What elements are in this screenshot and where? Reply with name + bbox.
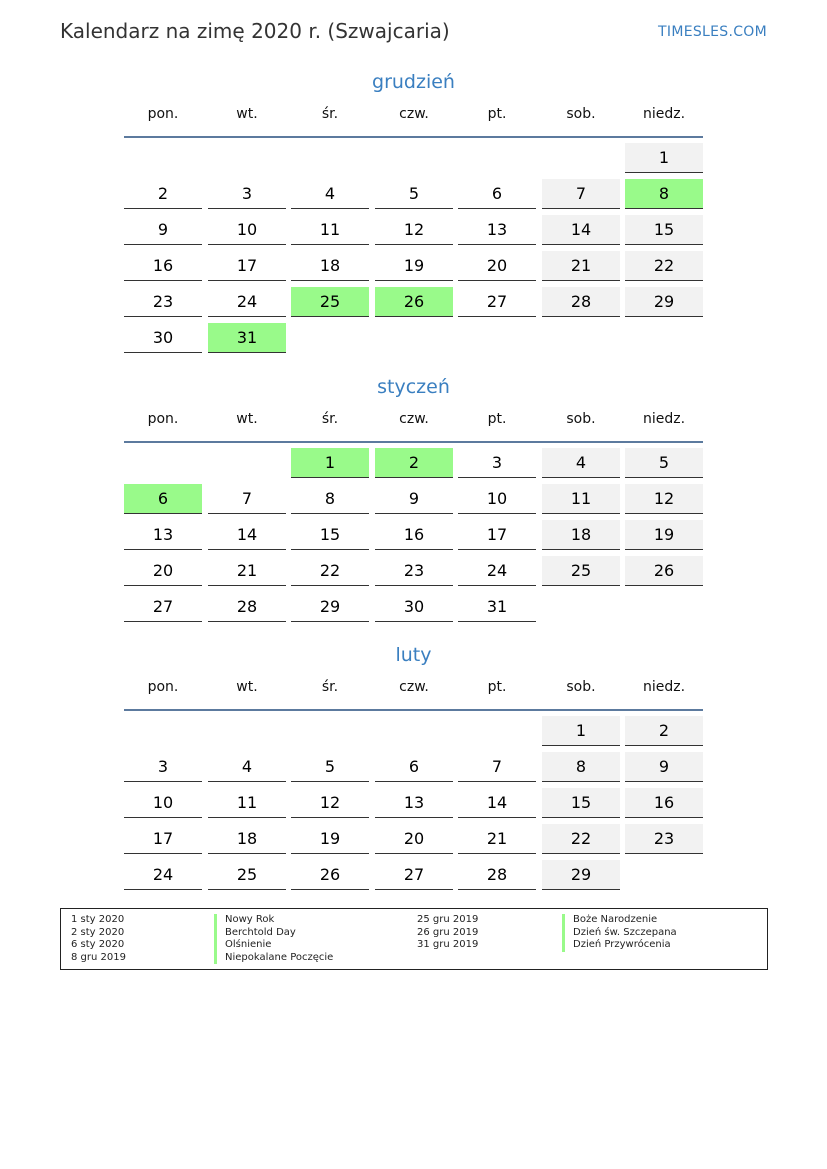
day-cell: 27 <box>458 287 536 317</box>
legend-holiday-name: Nowy Rok <box>214 914 274 927</box>
weekday-label: czw. <box>399 411 429 427</box>
holiday-day-cell: 31 <box>208 323 286 353</box>
weekday-label: pt. <box>487 679 507 695</box>
month-name: styczeń <box>377 376 450 398</box>
day-cell: 18 <box>208 824 286 854</box>
weekday-label: czw. <box>399 106 429 122</box>
day-cell: 14 <box>208 520 286 550</box>
weekday-label: niedz. <box>642 411 686 427</box>
day-cell: 12 <box>375 215 453 245</box>
day-cell: 7 <box>208 484 286 514</box>
day-cell: 2 <box>625 716 703 746</box>
day-cell: 23 <box>124 287 202 317</box>
day-cell: 5 <box>625 448 703 478</box>
legend-holiday-name: Boże Narodzenie <box>562 914 657 927</box>
day-cell: 28 <box>542 287 620 317</box>
day-cell: 20 <box>458 251 536 281</box>
weekday-label: pon. <box>147 679 179 695</box>
day-cell: 1 <box>625 143 703 173</box>
legend-holiday-name: Olśnienie <box>214 939 271 952</box>
legend-date: 26 gru 2019 <box>417 926 479 938</box>
weekday-header <box>124 102 703 138</box>
day-cell: 31 <box>458 592 536 622</box>
day-cell: 29 <box>542 860 620 890</box>
day-cell: 16 <box>375 520 453 550</box>
day-cell: 13 <box>458 215 536 245</box>
day-cell: 3 <box>208 179 286 209</box>
day-cell: 6 <box>458 179 536 209</box>
day-cell: 21 <box>458 824 536 854</box>
day-cell: 8 <box>291 484 369 514</box>
month-calendar <box>124 375 703 628</box>
day-cell: 20 <box>124 556 202 586</box>
day-grid <box>124 448 703 628</box>
day-cell: 13 <box>124 520 202 550</box>
weekday-label: niedz. <box>642 106 686 122</box>
day-cell: 24 <box>458 556 536 586</box>
day-cell: 25 <box>542 556 620 586</box>
day-cell: 29 <box>625 287 703 317</box>
weekday-label: sob. <box>566 679 596 695</box>
weekday-label: pon. <box>147 106 179 122</box>
day-cell: 28 <box>458 860 536 890</box>
weekday-header <box>124 675 703 711</box>
month-name: grudzień <box>372 71 455 93</box>
legend-date: 1 sty 2020 <box>71 914 125 925</box>
weekday-label: śr. <box>321 411 339 427</box>
day-cell: 24 <box>208 287 286 317</box>
legend-date: 6 sty 2020 <box>71 939 125 951</box>
day-cell: 3 <box>124 752 202 782</box>
day-cell: 28 <box>208 592 286 622</box>
legend-holiday-name: Dzień św. Szczepana <box>562 927 677 940</box>
day-cell: 6 <box>375 752 453 782</box>
month-calendar <box>124 70 703 359</box>
legend-holiday-name: Dzień Przywrócenia <box>562 939 671 952</box>
day-cell: 5 <box>375 179 453 209</box>
day-cell: 15 <box>625 215 703 245</box>
day-cell: 11 <box>208 788 286 818</box>
holiday-day-cell: 26 <box>375 287 453 317</box>
day-cell: 7 <box>542 179 620 209</box>
day-cell: 29 <box>291 592 369 622</box>
day-cell: 27 <box>375 860 453 890</box>
weekday-label: śr. <box>321 106 339 122</box>
day-cell: 10 <box>458 484 536 514</box>
day-grid <box>124 716 703 896</box>
weekday-label: sob. <box>566 106 596 122</box>
legend-date: 8 gru 2019 <box>71 951 126 963</box>
day-cell: 22 <box>625 251 703 281</box>
month-calendar <box>124 643 703 896</box>
day-cell: 13 <box>375 788 453 818</box>
weekday-label: wt. <box>236 679 258 695</box>
weekday-label: pt. <box>487 106 507 122</box>
weekday-label: sob. <box>566 411 596 427</box>
day-cell: 23 <box>625 824 703 854</box>
day-cell: 26 <box>625 556 703 586</box>
day-cell: 18 <box>291 251 369 281</box>
day-cell: 9 <box>124 215 202 245</box>
day-cell: 16 <box>124 251 202 281</box>
day-cell: 17 <box>208 251 286 281</box>
day-cell: 26 <box>291 860 369 890</box>
day-cell: 21 <box>208 556 286 586</box>
day-cell: 3 <box>458 448 536 478</box>
legend-holiday-name: Niepokalane Poczęcie <box>214 952 333 965</box>
day-cell: 30 <box>124 323 202 353</box>
day-cell: 23 <box>375 556 453 586</box>
day-cell: 10 <box>124 788 202 818</box>
weekday-label: pt. <box>487 411 507 427</box>
weekday-label: czw. <box>399 679 429 695</box>
holiday-day-cell: 8 <box>625 179 703 209</box>
day-cell: 9 <box>625 752 703 782</box>
weekday-label: pon. <box>147 411 179 427</box>
day-cell: 7 <box>458 752 536 782</box>
day-cell: 15 <box>542 788 620 818</box>
holiday-day-cell: 25 <box>291 287 369 317</box>
holiday-day-cell: 6 <box>124 484 202 514</box>
day-cell: 12 <box>625 484 703 514</box>
day-cell: 18 <box>542 520 620 550</box>
day-cell: 17 <box>458 520 536 550</box>
day-cell: 14 <box>458 788 536 818</box>
day-cell: 11 <box>291 215 369 245</box>
holiday-day-cell: 1 <box>291 448 369 478</box>
day-cell: 4 <box>208 752 286 782</box>
day-cell: 10 <box>208 215 286 245</box>
day-cell: 19 <box>375 251 453 281</box>
legend-date: 25 gru 2019 <box>417 914 479 925</box>
day-cell: 17 <box>124 824 202 854</box>
weekday-label: wt. <box>236 106 258 122</box>
day-cell: 8 <box>542 752 620 782</box>
month-name: luty <box>395 644 432 666</box>
day-cell: 19 <box>625 520 703 550</box>
holiday-day-cell: 2 <box>375 448 453 478</box>
day-cell: 22 <box>291 556 369 586</box>
day-cell: 22 <box>542 824 620 854</box>
legend-holiday-name: Berchtold Day <box>214 927 296 940</box>
legend-date: 31 gru 2019 <box>417 939 479 951</box>
day-cell: 15 <box>291 520 369 550</box>
day-grid <box>124 143 703 359</box>
day-cell: 16 <box>625 788 703 818</box>
weekday-label: śr. <box>321 679 339 695</box>
brand-logo-text[interactable]: TIMESLES.COM <box>658 24 767 40</box>
legend-date: 2 sty 2020 <box>71 926 125 938</box>
day-cell: 2 <box>124 179 202 209</box>
day-cell: 21 <box>542 251 620 281</box>
day-cell: 5 <box>291 752 369 782</box>
page-title: Kalendarz na zimę 2020 r. (Szwajcaria) <box>60 19 450 43</box>
day-cell: 4 <box>291 179 369 209</box>
weekday-label: wt. <box>236 411 258 427</box>
day-cell: 30 <box>375 592 453 622</box>
day-cell: 24 <box>124 860 202 890</box>
day-cell: 1 <box>542 716 620 746</box>
weekday-header <box>124 407 703 443</box>
day-cell: 4 <box>542 448 620 478</box>
day-cell: 25 <box>208 860 286 890</box>
day-cell: 14 <box>542 215 620 245</box>
weekday-label: niedz. <box>642 679 686 695</box>
day-cell: 19 <box>291 824 369 854</box>
day-cell: 27 <box>124 592 202 622</box>
day-cell: 9 <box>375 484 453 514</box>
day-cell: 20 <box>375 824 453 854</box>
day-cell: 11 <box>542 484 620 514</box>
day-cell: 12 <box>291 788 369 818</box>
holiday-legend <box>60 908 768 970</box>
